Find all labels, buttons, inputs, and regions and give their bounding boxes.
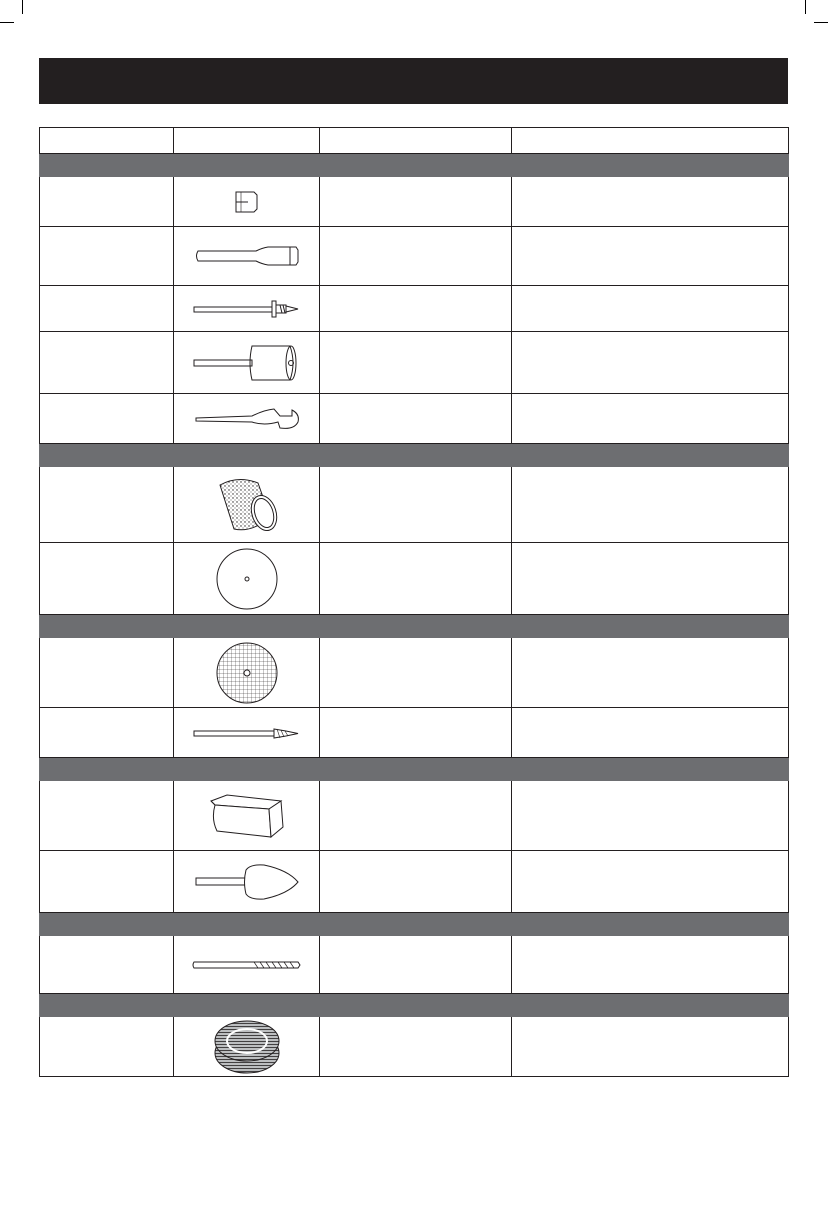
crop-mark-top-left-v (22, 0, 23, 14)
item-col3 (320, 781, 512, 851)
item-col3 (320, 332, 512, 394)
sanding-drum-mandrel-icon (192, 340, 302, 386)
crop-mark-top-right-v (805, 0, 806, 14)
accessories-table (39, 127, 789, 1077)
section-header-5 (40, 913, 789, 936)
sanding-band-icon (212, 473, 282, 537)
item-image-cell (174, 638, 320, 708)
table-row (40, 708, 789, 758)
item-col3 (320, 467, 512, 543)
column-header-2 (174, 128, 320, 154)
section-label (40, 758, 789, 781)
item-col4 (512, 781, 789, 851)
item-col4 (512, 936, 789, 994)
polishing-compound-icon (205, 791, 289, 841)
item-image-cell (174, 286, 320, 332)
item-col3 (320, 286, 512, 332)
table-row (40, 1017, 789, 1077)
item-name (40, 227, 174, 286)
item-name (40, 781, 174, 851)
item-col3 (320, 227, 512, 286)
item-col4 (512, 851, 789, 913)
item-image-cell (174, 543, 320, 615)
table-row (40, 638, 789, 708)
felt-polishing-tip-icon (192, 860, 302, 904)
table-row (40, 467, 789, 543)
table-row (40, 286, 789, 332)
wrench-icon (192, 406, 302, 432)
item-col3 (320, 851, 512, 913)
shaft-icon (192, 245, 302, 267)
section-label (40, 994, 789, 1017)
column-header-1 (40, 128, 174, 154)
item-name (40, 1017, 174, 1077)
item-col3 (320, 394, 512, 444)
item-col4 (512, 638, 789, 708)
column-header-3 (320, 128, 512, 154)
item-image-cell (174, 467, 320, 543)
section-header-2 (40, 444, 789, 467)
section-header-1 (40, 154, 789, 177)
item-name (40, 286, 174, 332)
table-row (40, 781, 789, 851)
item-image-cell (174, 708, 320, 758)
item-image-cell (174, 227, 320, 286)
item-image-cell (174, 394, 320, 444)
section-label (40, 154, 789, 177)
item-name (40, 708, 174, 758)
item-col3 (320, 936, 512, 994)
item-name (40, 332, 174, 394)
item-image-cell (174, 851, 320, 913)
table-row (40, 394, 789, 444)
section-header-4 (40, 758, 789, 781)
item-col4 (512, 543, 789, 615)
item-name (40, 177, 174, 227)
table-row (40, 936, 789, 994)
item-col4 (512, 177, 789, 227)
item-col3 (320, 1017, 512, 1077)
page-title (39, 58, 788, 104)
carbide-bit-icon (192, 724, 302, 742)
item-col4 (512, 227, 789, 286)
table-row (40, 227, 789, 286)
item-name (40, 543, 174, 615)
polishing-wheel-icon (212, 1019, 282, 1075)
item-col4 (512, 332, 789, 394)
item-col4 (512, 467, 789, 543)
section-header-3 (40, 615, 789, 638)
collet-icon (232, 188, 262, 216)
item-image-cell (174, 1017, 320, 1077)
column-header-4 (512, 128, 789, 154)
item-name (40, 851, 174, 913)
table-row (40, 177, 789, 227)
item-col4 (512, 708, 789, 758)
section-header-6 (40, 994, 789, 1017)
item-image-cell (174, 936, 320, 994)
item-image-cell (174, 177, 320, 227)
drill-bit-icon (192, 957, 302, 973)
reinforced-cutoff-wheel-icon (215, 641, 279, 705)
item-image-cell (174, 781, 320, 851)
item-image-cell (174, 332, 320, 394)
section-label (40, 615, 789, 638)
section-label (40, 444, 789, 467)
item-col3 (320, 708, 512, 758)
item-name (40, 936, 174, 994)
mandrel-screw-icon (192, 298, 302, 320)
cutoff-disc-icon (215, 547, 279, 611)
table-row (40, 332, 789, 394)
item-col4 (512, 1017, 789, 1077)
section-label (40, 913, 789, 936)
table-row (40, 851, 789, 913)
item-col4 (512, 286, 789, 332)
item-name (40, 394, 174, 444)
table-header-row (40, 128, 789, 154)
table-row (40, 543, 789, 615)
item-name (40, 467, 174, 543)
item-col4 (512, 394, 789, 444)
item-col3 (320, 177, 512, 227)
item-col3 (320, 638, 512, 708)
item-name (40, 638, 174, 708)
crop-mark-top-left-h (0, 22, 14, 23)
crop-mark-top-right-h (814, 22, 828, 23)
item-col3 (320, 543, 512, 615)
